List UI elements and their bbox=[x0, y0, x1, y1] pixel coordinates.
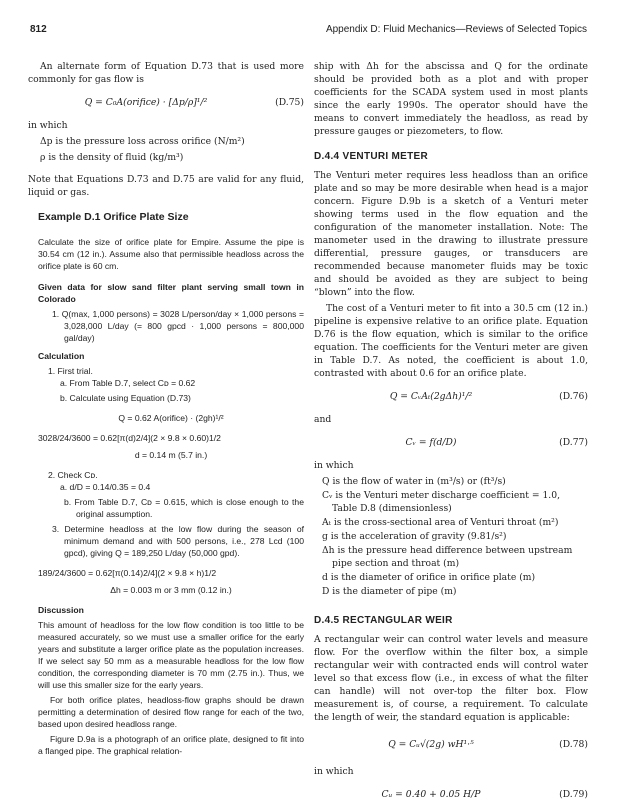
equation-body: Q = Cᵤ√(2g) wH¹·⁵ bbox=[388, 739, 474, 750]
equation-d79 bbox=[314, 788, 588, 801]
and-text: and bbox=[314, 414, 332, 425]
calc-step: 2. Check Cᴅ. bbox=[48, 470, 98, 480]
equation-body: Cᵥ = f(d/D) bbox=[405, 437, 457, 448]
intro-paragraph: An alternate form of Equation D.73 that is used more commonly for gas flow is bbox=[28, 61, 304, 85]
equation-d78 bbox=[314, 738, 588, 751]
calc-substep: a. From Table D.7, select Cᴅ = 0.62 bbox=[60, 378, 196, 388]
venturi-paragraph: The cost of a Venturi meter to fit into a 30.5 cm (12 in.) pipeline is expensive relative to an orifice plate. Equation D.76 is the flow equation, which is similar to the orifice equation. The coefficients for the Venturi meter are given in Table D.7. As noted, the coefficient is about 1.0, contrasted with about 0.6 for an orifice plate. bbox=[314, 303, 588, 379]
definition: Q is the flow of water in (m³/s) or (ft³/s) bbox=[322, 476, 506, 487]
in-which: in which bbox=[314, 460, 354, 471]
equation-number: (D.76) bbox=[559, 391, 588, 402]
discussion-heading: Discussion bbox=[38, 605, 84, 615]
equation-number: (D.78) bbox=[559, 739, 588, 750]
running-title: Appendix D: Fluid Mechanics—Reviews of Selected Topics bbox=[325, 24, 587, 35]
definition: Cᵥ is the Venturi meter discharge coefficient = 1.0, Table D.8 (dimensionless) bbox=[322, 490, 560, 514]
definition: Δh is the pressure head difference between upstream pipe section and throat (m) bbox=[322, 545, 573, 569]
equation-body: Q = C₀A(orifice) · [Δp/ρ]¹/² bbox=[84, 97, 208, 108]
section-heading-d45: D.4.5 RECTANGULAR WEIR bbox=[314, 615, 453, 626]
definition: g is the acceleration of gravity (9.81/s²) bbox=[322, 531, 507, 542]
equation-body: Q = CᵥAₜ(2gΔh)¹/² bbox=[389, 391, 473, 402]
calc-equation: Q = 0.62 A(orifice) · (2gh)¹/² bbox=[118, 413, 224, 423]
calc-equation: Δh = 0.003 m or 3 mm (0.12 in.) bbox=[110, 585, 232, 595]
definition: Aₜ is the cross-sectional area of Venturi throat (m²) bbox=[322, 517, 559, 528]
calc-equation: 3028/24/3600 = 0.62[π(d)2/4](2 × 9.8 × 0.60)1/2 bbox=[38, 433, 221, 443]
equation-number: (D.75) bbox=[275, 97, 304, 108]
problem-statement: Calculate the size of orifice plate for Empire. Assume the pipe is 30.54 cm (12 in.). Assume also that permissible headloss across the orifice plate is 60 cm. bbox=[38, 237, 304, 271]
left-column bbox=[28, 60, 304, 760]
given-item: 1. Q(max, 1,000 persons) = 3028 L/person/day × 1,000 persons = 3,028,000 L/day (= 800 gpcd · 1,000 persons = 800,000 gal/day) bbox=[52, 309, 304, 343]
definition: Δp is the pressure loss across orifice (N/m²) bbox=[40, 136, 245, 147]
in-which: in which bbox=[28, 120, 68, 131]
equation-d77 bbox=[314, 436, 588, 449]
example-body bbox=[38, 236, 304, 757]
calc-equation: 189/24/3600 = 0.62[π(0.14)2/4](2 × 9.8 × h)1/2 bbox=[38, 568, 217, 578]
discussion-paragraph: This amount of headloss for the low flow condition is too little to be measured accurately, so we must use a smaller orifice for the early years and substitute a larger orifice plate as the population increases. If we select say 50 mm as a measurable headloss for the low flow condition, the corresponding diameter is 70 mm (2.75 in.). Thus, we will use this smaller size for the early years. bbox=[38, 620, 304, 690]
calc-step: 3. Determine headloss at the low flow during the season of minimum demand and with 500 persons, i.e., 278 Lcd (100 gpcd), giving Q = 189,250 L/day (50,000 gpd). bbox=[52, 524, 304, 558]
calc-substep: b. From Table D.7, Cᴅ = 0.615, which is close enough to the original assumption. bbox=[64, 497, 304, 519]
discussion-paragraph: For both orifice plates, headloss-flow graphs should be drawn permitting a determination of desired flow range for each of the two, based upon desired headloss range. bbox=[38, 695, 304, 729]
equation-body: Cᵤ = 0.40 + 0.05 H/P bbox=[381, 789, 481, 800]
continued-paragraph: ship with Δh for the abscissa and Q for the ordinate should be provided both as a plot and with proper coefficients for the SCADA system used in most plants since the early 1990s. The operator should have the means to convert immediately the headloss, as read by pressure gauges or piezometers, to flow. bbox=[314, 61, 588, 137]
equation-number: (D.79) bbox=[559, 789, 588, 800]
right-column bbox=[314, 60, 588, 811]
equation-d76 bbox=[314, 390, 588, 403]
definition: d is the diameter of orifice in orifice plate (m) bbox=[322, 572, 536, 583]
calculation-heading: Calculation bbox=[38, 351, 85, 361]
weir-paragraph: A rectangular weir can control water levels and measure flow. For the overflow within the filter box, a simple rectangular weir with contracted ends will control water level so that excess flow (i.e., in excess of what the filter can handle) will not over-top the filter box. Flow measurement is, of course, a requirement. To calculate the length of weir, the standard equation is applicable: bbox=[314, 634, 588, 723]
equation-number: (D.77) bbox=[559, 437, 588, 448]
variable-definitions bbox=[314, 475, 588, 598]
definition: ρ is the density of fluid (kg/m³) bbox=[40, 152, 184, 163]
given-heading: Given data for slow sand filter plant serving small town in Colorado bbox=[38, 282, 304, 304]
discussion-paragraph: Figure D.9a is a photograph of an orifice plate, designed to fit into a flanged pipe. The graphical relation- bbox=[38, 734, 304, 756]
in-which: in which bbox=[314, 766, 354, 777]
venturi-paragraph: The Venturi meter requires less headloss than an orifice plate and so may be more desirable when head is a major concern. Figure D.9b is a sketch of a Venturi meter showing terms used in the flow equation and the configuration of the manometer installation. Note: The manometer used in the drawing to illustrate pressure differential, pressure gauges, or transducers are recommended because manometer fluids may be toxic and should be avoided as they are subject to being “blown” into the flow. bbox=[314, 170, 588, 298]
definition: D is the diameter of pipe (m) bbox=[322, 586, 457, 597]
calc-substep: b. Calculate using Equation (D.73) bbox=[60, 393, 191, 403]
equation-d75 bbox=[28, 96, 304, 109]
calc-equation: d = 0.14 m (5.7 in.) bbox=[134, 450, 208, 460]
page-number: 812 bbox=[30, 24, 47, 35]
section-heading-d44: D.4.4 VENTURI METER bbox=[314, 151, 429, 162]
note-paragraph: Note that Equations D.73 and D.75 are valid for any fluid, liquid or gas. bbox=[28, 174, 304, 198]
calc-step: 1. First trial. bbox=[48, 366, 93, 376]
example-title: Example D.1 Orifice Plate Size bbox=[38, 211, 189, 223]
calc-substep: a. d/D = 0.14/0.35 = 0.4 bbox=[60, 482, 151, 492]
